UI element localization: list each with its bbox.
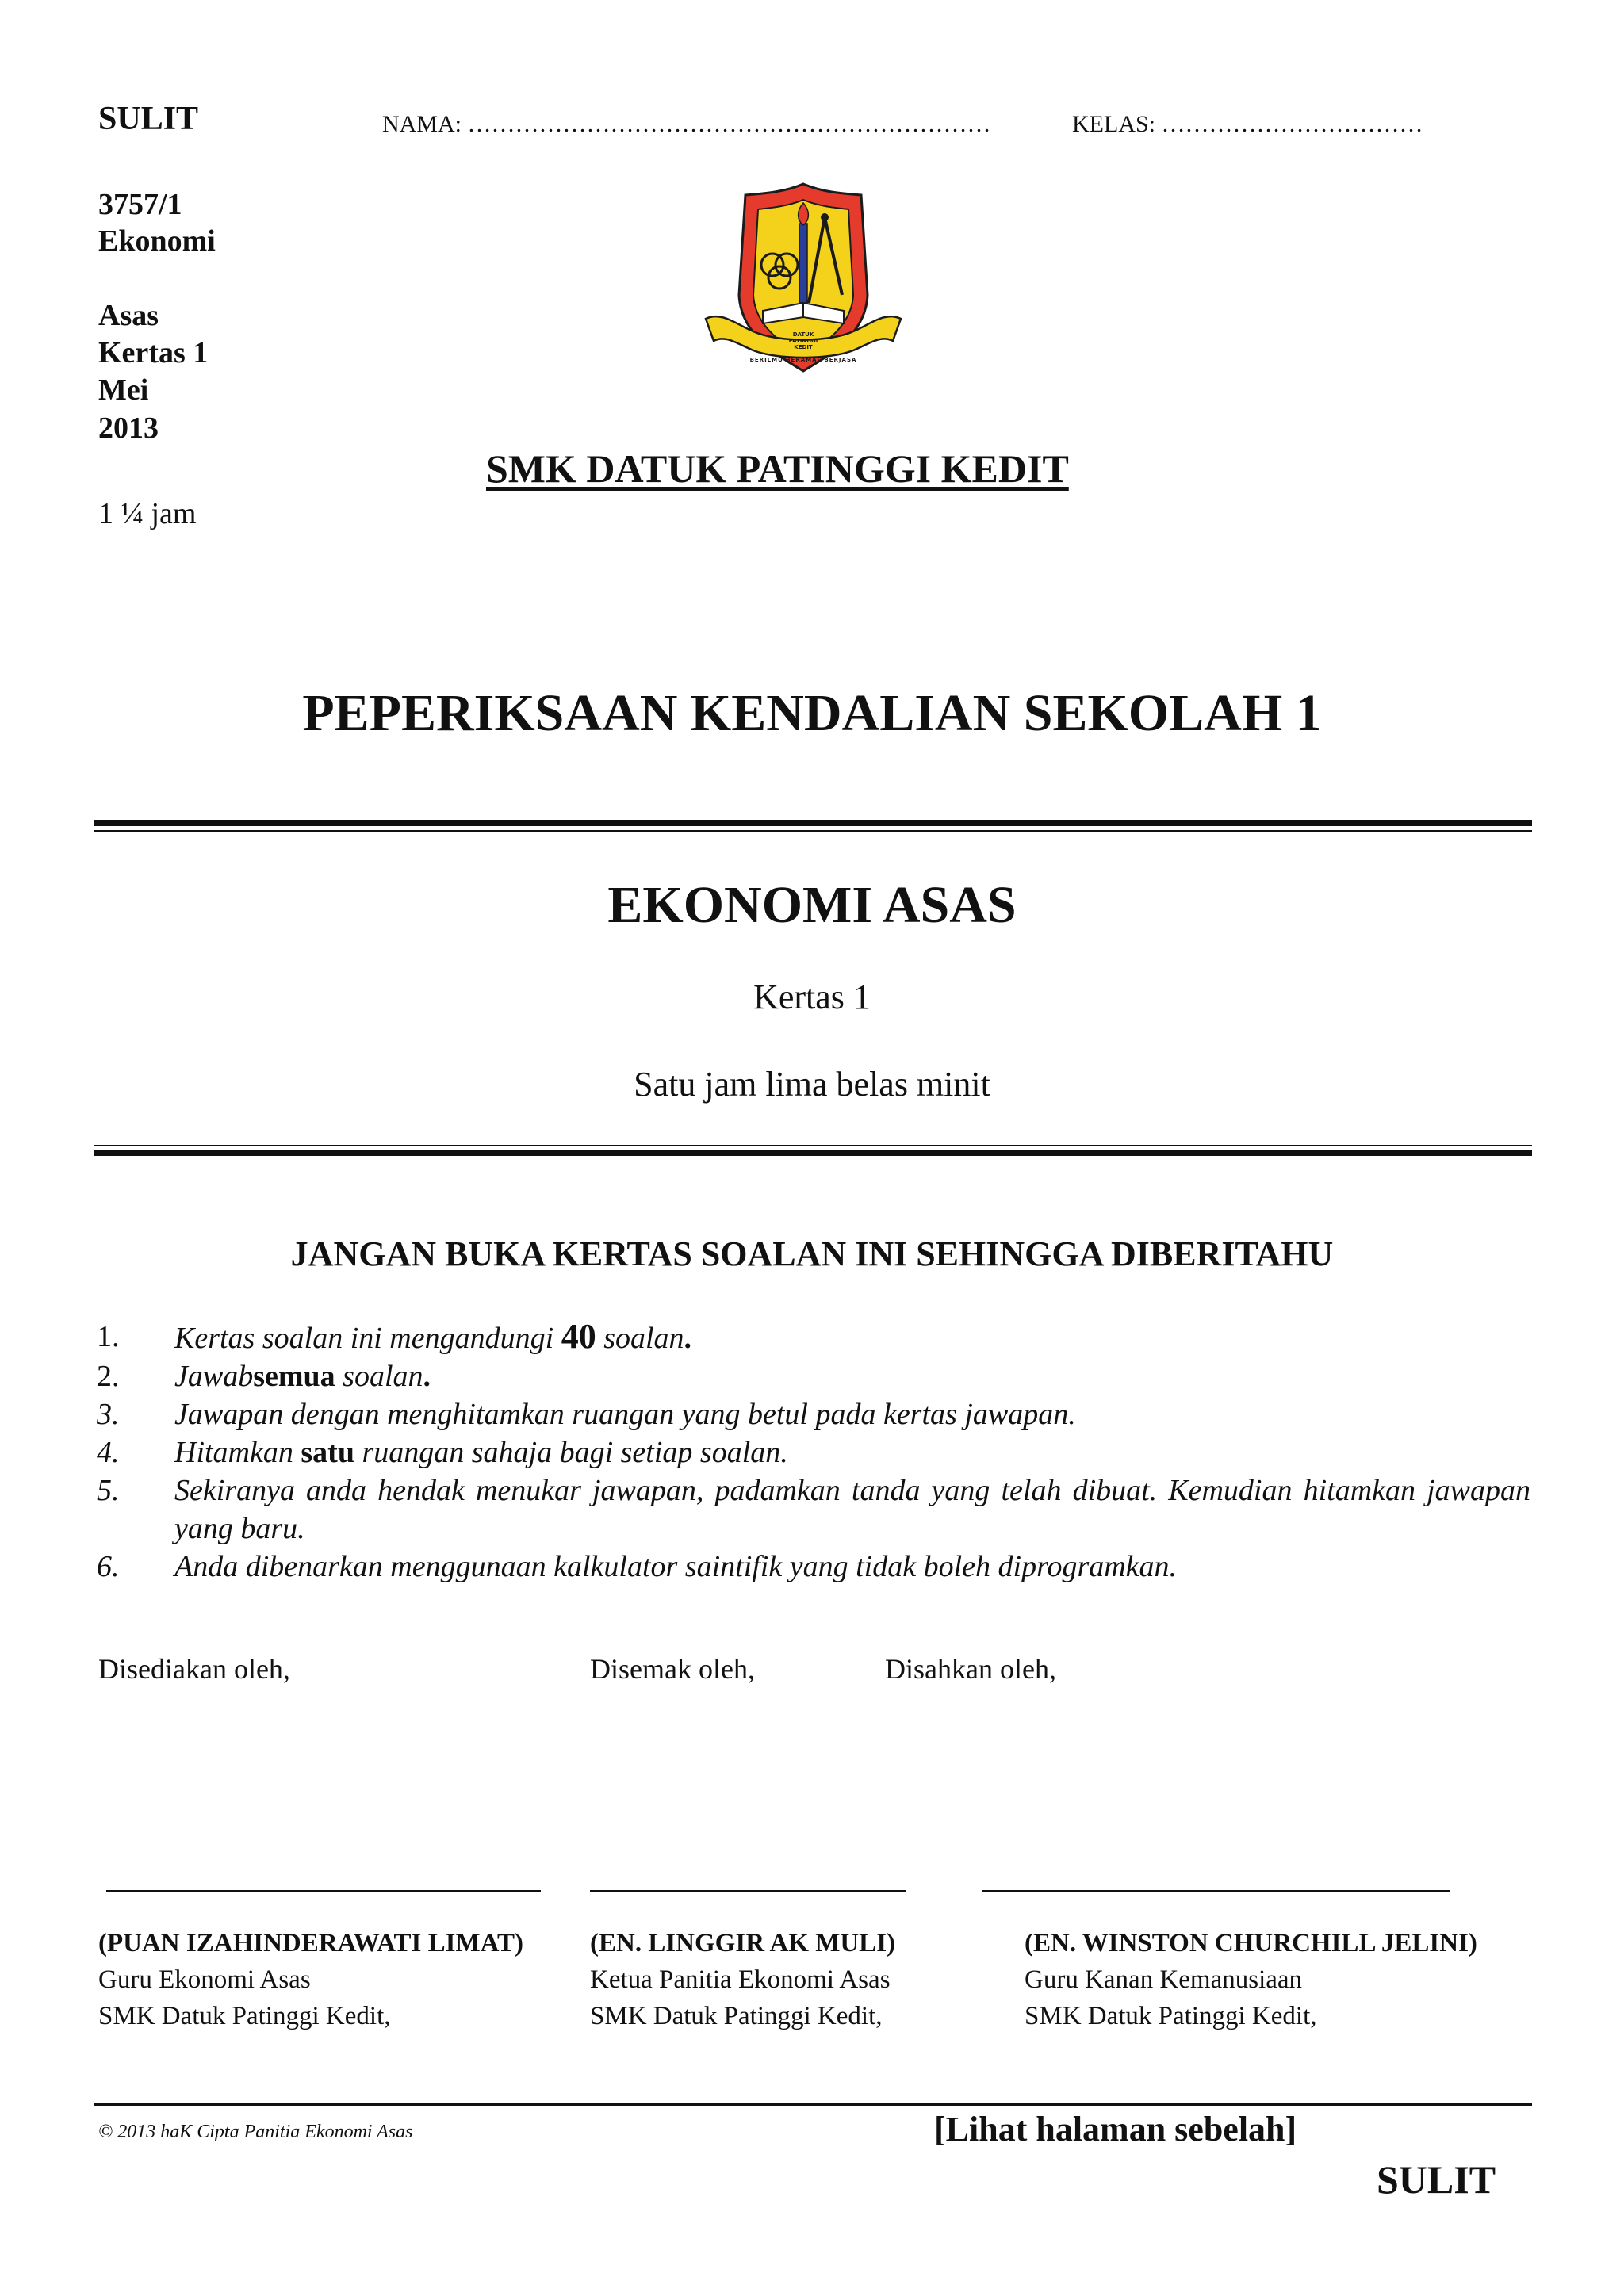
prepared-by-label: Disediakan oleh, <box>98 1653 290 1685</box>
exam-title: PEPERIKSAAN KENDALIAN SEKOLAH 1 <box>302 684 1322 742</box>
nama-field[interactable]: NAMA: ………………………………………………………… <box>382 111 991 137</box>
signatory-2-school: SMK Datuk Patinggi Kedit, <box>590 2002 883 2030</box>
double-rule-bottom-thick <box>94 1150 1532 1156</box>
footer-rule <box>94 2103 1532 2106</box>
instructions-list <box>97 1318 1530 1586</box>
subject-short: Ekonomi <box>98 224 216 258</box>
crest-banner-text: DATUK PATINGGI KEDIT <box>788 331 818 350</box>
instruction-5: 5. Sekiranya anda hendak menukar jawapan, padamkan tanda yang telah dibuat. Kemudian hitamkan jawapan yang baru. <box>97 1474 1530 1545</box>
signatory-2-name: (EN. LINGGIR AK MULI) <box>590 1929 896 1957</box>
school-crest-icon <box>690 176 917 398</box>
instruction-3: 3. Jawapan dengan menghitamkan ruangan yang betul pada kertas jawapan. <box>97 1398 1076 1431</box>
signature-line-1[interactable] <box>106 1890 541 1892</box>
signatory-2 <box>590 1925 895 2034</box>
copyright-note: © 2013 haK Cipta Panitia Ekonomi Asas <box>98 2122 413 2142</box>
double-rule-bottom-thin <box>94 1145 1532 1146</box>
paper-label: Kertas 1 <box>98 336 209 369</box>
checked-by-label: Disemak oleh, <box>590 1653 755 1685</box>
double-rule-top-thick <box>94 820 1532 826</box>
signatory-3-role: Guru Kanan Kemanusiaan <box>1025 1965 1303 1994</box>
instruction-2: 2. Jawabsemua soalan. <box>97 1360 431 1393</box>
warning-heading: JANGAN BUKA KERTAS SOALAN INI SEHINGGA DIBERITAHU <box>290 1234 1334 1273</box>
level-label: Asas <box>98 299 159 332</box>
crest-motto: BERILMU BERAMAL BERJASA <box>749 357 857 363</box>
sulit-bottom-label: SULIT <box>1377 2157 1496 2202</box>
paper-subtitle: Kertas 1 <box>753 978 871 1016</box>
signatory-2-role: Ketua Panitia Ekonomi Asas <box>590 1965 891 1994</box>
year-label: 2013 <box>98 411 159 445</box>
signature-line-3[interactable] <box>982 1890 1450 1892</box>
signatory-1-name: (PUAN IZAHINDERAWATI LIMAT) <box>98 1929 523 1957</box>
school-crest <box>690 176 917 398</box>
sulit-top-label: SULIT <box>98 101 199 137</box>
instruction-6: 6. Anda dibenarkan menggunaan kalkulator saintifik yang tidak boleh diprogramkan. <box>97 1550 1178 1583</box>
month-label: Mei <box>98 373 149 407</box>
instruction-1: 1. Kertas soalan ini mengandungi 40 soalan. <box>97 1317 692 1356</box>
signatory-1-school: SMK Datuk Patinggi Kedit, <box>98 2002 391 2030</box>
signatory-3 <box>1025 1925 1477 2034</box>
signatory-3-name: (EN. WINSTON CHURCHILL JELINI) <box>1025 1929 1477 1957</box>
next-page-note: [Lihat halaman sebelah] <box>934 2110 1297 2149</box>
double-rule-top-thin <box>94 830 1532 832</box>
duration-short: 1 ¼ jam <box>98 497 197 530</box>
school-name: SMK DATUK PATINGGI KEDIT <box>486 446 1069 491</box>
subject-title: EKONOMI ASAS <box>607 876 1017 934</box>
paper-code: 3757/1 <box>98 188 182 221</box>
instruction-4: 4. Hitamkan satu ruangan sahaja bagi setiap soalan. <box>97 1436 788 1469</box>
signature-line-2[interactable] <box>590 1890 906 1892</box>
signatory-1 <box>98 1925 523 2034</box>
duration-subtitle: Satu jam lima belas minit <box>634 1065 990 1104</box>
signatory-3-school: SMK Datuk Patinggi Kedit, <box>1025 2002 1317 2030</box>
kelas-field[interactable]: KELAS: …………………………… <box>1072 111 1423 137</box>
signatory-1-role: Guru Ekonomi Asas <box>98 1965 311 1994</box>
approved-by-label: Disahkan oleh, <box>885 1653 1056 1685</box>
